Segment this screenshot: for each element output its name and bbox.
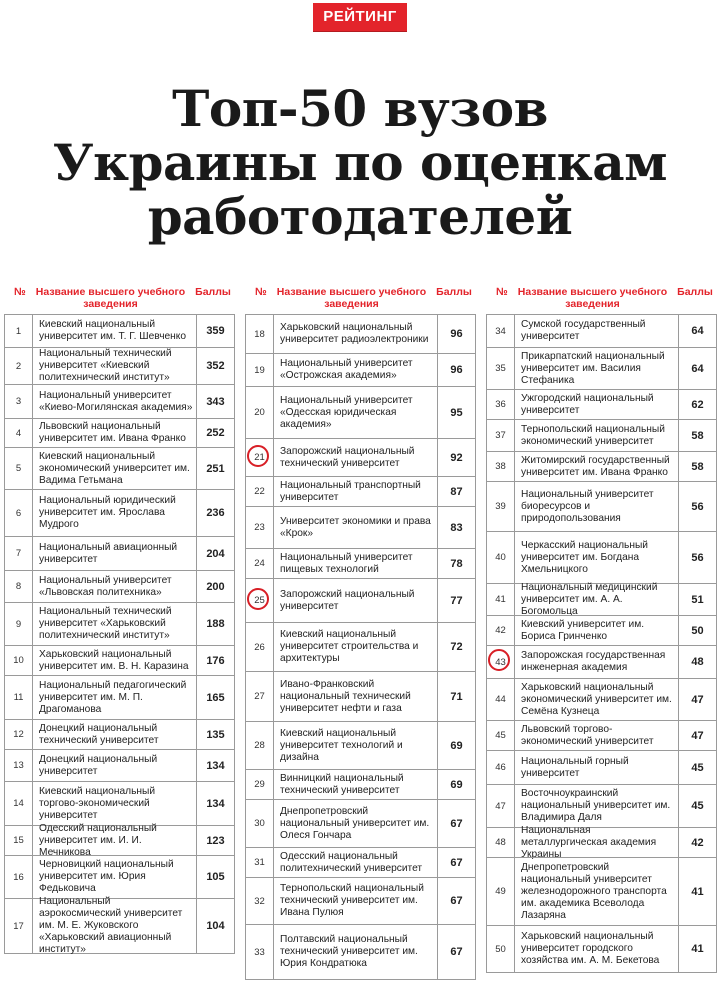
points-value: 47: [678, 721, 716, 750]
university-name: Национальный медицинский университет им. А. А. Богомольца: [521, 581, 658, 617]
rank-number: 7: [5, 537, 33, 570]
rank-number: 36: [487, 390, 515, 419]
points-value: 96: [437, 354, 475, 386]
university-name: Полтавский национальный технический университет им. Юрия Кондратюка: [280, 934, 418, 969]
university-name: Донецкий национальный технический университет: [39, 722, 159, 746]
points-value: 45: [678, 751, 716, 784]
points-value: 58: [678, 452, 716, 481]
university-name: Национальный университет «Киево-Могилянская академия»: [39, 389, 193, 413]
university-name: Киевский национальный экономический университет им. Вадима Гетьмана: [39, 450, 190, 486]
university-name: Донецкий национальный университет: [39, 753, 158, 777]
university-name: Национальный педагогический университет им. М. П. Драгоманова: [39, 679, 187, 715]
table-row: [5, 781, 234, 825]
points-value: 105: [196, 856, 234, 898]
university-name: Национальный университет «Львовская политехника»: [39, 574, 172, 598]
highlight-circle: [247, 588, 269, 610]
university-name: Киевский национальный университет строительства и архитектуры: [280, 629, 419, 664]
column-header: [4, 284, 235, 314]
university-name: Харьковский национальный экономический университет им. Семёна Кузнеца: [521, 681, 672, 717]
university-name: Харьковский национальный университет городского хозяйства им. А. М. Бекетова: [521, 931, 660, 966]
points-value: 251: [196, 448, 234, 489]
points-value: 51: [678, 584, 716, 615]
points-value: 56: [678, 532, 716, 583]
table-row: [487, 720, 716, 750]
rank-number: 19: [246, 354, 274, 386]
university-name: Киевский университет им. Бориса Гринченко: [521, 618, 645, 642]
table-row: [246, 924, 475, 979]
rank-number: 24: [246, 549, 274, 578]
rank-number: 17: [5, 899, 33, 953]
table-row: [246, 476, 475, 506]
table-row: [5, 315, 234, 347]
points-value: 352: [196, 348, 234, 384]
points-value: 42: [678, 828, 716, 857]
table-row: [246, 769, 475, 799]
table-row: [5, 447, 234, 489]
table-row: [487, 925, 716, 972]
university-name: Киевский национальный университет технологий и дизайна: [280, 727, 403, 763]
rank-number: 27: [246, 672, 274, 721]
table-row: [5, 602, 234, 645]
rank-number: 10: [5, 646, 33, 675]
header-num: №: [496, 286, 508, 298]
table-row: [246, 548, 475, 578]
university-name: Тернопольский национальный технический университет им. Ивана Пулюя: [280, 883, 424, 918]
points-value: 96: [437, 315, 475, 353]
university-name: Национальный университет «Острожская академия»: [280, 358, 413, 381]
university-name: Днепропетровский национальный университет железнодорожного транспорта им. академика Всеволода Лазаряна: [521, 861, 667, 921]
header-name: Название высшего учебного заведения: [35, 286, 186, 310]
university-name: Национальный университет пищевых технологий: [280, 551, 413, 575]
points-value: 58: [678, 420, 716, 451]
university-name: Университет экономики и права «Крок»: [280, 515, 431, 539]
points-value: 236: [196, 490, 234, 536]
ranking-table: [486, 314, 717, 973]
rank-number: 5: [5, 448, 33, 489]
table-row: [246, 506, 475, 548]
rank-number: 44: [487, 679, 515, 720]
rank-number: 40: [487, 532, 515, 583]
rank-number: 12: [5, 720, 33, 749]
header-points: Баллы: [677, 286, 713, 298]
points-value: 123: [196, 826, 234, 855]
points-value: 135: [196, 720, 234, 749]
ranking-column-1: [4, 284, 235, 955]
rank-number: 22: [246, 477, 274, 506]
points-value: 47: [678, 679, 716, 720]
rank-number: 18: [246, 315, 274, 353]
university-name: Запорожский национальный технический университет: [280, 445, 415, 469]
rank-number: 30: [246, 800, 274, 847]
rank-number: 47: [487, 785, 515, 827]
points-value: 67: [437, 848, 475, 877]
university-name: Одесский национальный университет им. И. И. Мечникова: [39, 822, 157, 858]
points-value: 134: [196, 750, 234, 781]
university-name: Львовский национальный университет им. Ивана Франко: [39, 421, 186, 444]
university-name: Ужгородский национальный университет: [521, 392, 654, 416]
points-value: 56: [678, 482, 716, 531]
table-row: [246, 315, 475, 353]
points-value: 77: [437, 579, 475, 622]
rank-number: 16: [5, 856, 33, 898]
rank-number: 39: [487, 482, 515, 531]
header-name: Название высшего учебного заведения: [517, 286, 668, 310]
university-name: Запорожский национальный университет: [280, 588, 415, 612]
rank-number: 3: [5, 385, 33, 418]
university-name: Национальный университет «Одесская юридическая академия»: [280, 394, 413, 430]
university-name: Восточноукраинский национальный университет им. Владимира Даля: [521, 788, 671, 823]
table-row: [5, 347, 234, 384]
points-value: 67: [437, 800, 475, 847]
university-name: Запорожская государственная инженерная академия: [521, 650, 666, 673]
university-name: Тернопольский национальный экономический университет: [521, 423, 665, 447]
points-value: 104: [196, 899, 234, 953]
points-value: 64: [678, 348, 716, 389]
table-row: [487, 615, 716, 645]
rank-number: 46: [487, 751, 515, 784]
table-row: [5, 489, 234, 536]
header-name: Название высшего учебного заведения: [276, 286, 427, 310]
rank-number: 50: [487, 926, 515, 972]
points-value: 176: [196, 646, 234, 675]
points-value: 41: [678, 858, 716, 925]
ranking-table: [245, 314, 476, 980]
university-name: Национальный юридический университет им. Ярослава Мудрого: [39, 495, 176, 530]
university-name: Национальный технический университет «Харьковский политехнический институт»: [39, 606, 172, 641]
table-row: [246, 622, 475, 671]
table-row: [5, 749, 234, 781]
university-name: Национальный транспортный университет: [280, 479, 421, 503]
table-row: [246, 799, 475, 847]
ranking-column-3: [486, 284, 717, 966]
ranking-column-2: [245, 284, 476, 969]
highlight-circle: [247, 445, 269, 467]
rank-number: 42: [487, 616, 515, 645]
rank-number: 2: [5, 348, 33, 384]
university-name: Киевский национальный торгово-экономический университет: [39, 785, 156, 821]
university-name: Харьковский национальный университет радиоэлектроники: [280, 322, 429, 345]
points-value: 343: [196, 385, 234, 418]
university-name: Сумской государственный университет: [521, 319, 646, 342]
table-row: [5, 822, 234, 858]
table-row: [487, 531, 716, 583]
university-name: Национальная металлургическая академия Украины: [521, 824, 657, 860]
university-name: Одесский национальный политехнический университет: [280, 850, 423, 874]
university-name: Национальный авиационный университет: [39, 541, 178, 565]
header-num: №: [14, 286, 26, 298]
points-value: 67: [437, 925, 475, 979]
table-row: [246, 671, 475, 721]
points-value: 134: [196, 782, 234, 825]
points-value: 50: [678, 616, 716, 645]
title-line-2: Украины по оценкам: [52, 133, 668, 192]
table-row: [5, 570, 234, 602]
points-value: 92: [437, 439, 475, 476]
points-value: 69: [437, 770, 475, 799]
table-row: [246, 386, 475, 438]
points-value: 48: [678, 646, 716, 678]
table-row: [5, 418, 234, 447]
table-row: [487, 784, 716, 827]
university-name: Киевский национальный университет им. Т. Г. Шевченко: [39, 319, 187, 342]
column-header: [245, 284, 476, 314]
points-value: 165: [196, 676, 234, 719]
table-row: [5, 384, 234, 418]
rank-number: 1: [5, 315, 33, 347]
university-name: Прикарпатский национальный университет им. Василия Стефаника: [521, 350, 665, 386]
page-title: [0, 79, 720, 246]
university-name: Национальный технический университет «Киевский политехнический институт»: [39, 348, 172, 383]
title-line-3: работодателей: [147, 187, 573, 246]
table-row: [487, 645, 716, 678]
points-value: 67: [437, 878, 475, 924]
table-row: [487, 678, 716, 720]
section-badge: РЕЙТИНГ: [313, 3, 407, 31]
university-name: Черкасский национальный университет им. Богдана Хмельницкого: [521, 539, 648, 575]
points-value: 87: [437, 477, 475, 506]
header-num: №: [255, 286, 267, 298]
table-row: [487, 824, 716, 860]
rank-number: 13: [5, 750, 33, 781]
rank-number: 34: [487, 315, 515, 347]
rank-number: 45: [487, 721, 515, 750]
column-header: [486, 284, 717, 314]
table-row: [5, 719, 234, 749]
points-value: 64: [678, 315, 716, 347]
university-name: Винницкий национальный технический университет: [280, 772, 404, 796]
rank-number: 33: [246, 925, 274, 979]
university-name: Львовский торгово-экономический университет: [521, 723, 654, 747]
rank-number: 20: [246, 387, 274, 438]
table-row: [5, 536, 234, 570]
points-value: 72: [437, 623, 475, 671]
rank-number: 43: [487, 646, 515, 678]
rank-number: 32: [246, 878, 274, 924]
table-row: [246, 847, 475, 877]
points-value: 71: [437, 672, 475, 721]
points-value: 188: [196, 603, 234, 645]
rank-number: 21: [246, 439, 274, 476]
table-row: [487, 389, 716, 419]
table-row: [246, 438, 475, 476]
rank-number: 48: [487, 828, 515, 857]
table-row: [487, 347, 716, 389]
table-row: [246, 353, 475, 386]
points-value: 62: [678, 390, 716, 419]
rank-number: 38: [487, 452, 515, 481]
points-value: 200: [196, 571, 234, 602]
table-row: [487, 419, 716, 451]
rank-number: 6: [5, 490, 33, 536]
points-value: 41: [678, 926, 716, 972]
table-row: [5, 645, 234, 675]
table-row: [487, 481, 716, 531]
rank-number: 37: [487, 420, 515, 451]
points-value: 45: [678, 785, 716, 827]
rank-number: 28: [246, 722, 274, 769]
university-name: Национальный аэрокосмический университет им. М. Е. Жуковского «Харьковский авиационный институт»: [39, 896, 183, 955]
highlight-circle: [488, 649, 510, 671]
rank-number: 49: [487, 858, 515, 925]
rank-number: 25: [246, 579, 274, 622]
table-row: [246, 578, 475, 622]
points-value: 69: [437, 722, 475, 769]
table-row: [487, 315, 716, 347]
points-value: 252: [196, 419, 234, 447]
university-name: Черновицкий национальный университет им. Юрия Федьковича: [39, 859, 174, 894]
rank-number: 31: [246, 848, 274, 877]
ranking-table: [4, 314, 235, 954]
university-name: Ивано-Франковский национальный технический университет нефти и газа: [280, 678, 411, 714]
table-row: [487, 583, 716, 615]
table-row: [246, 877, 475, 924]
university-name: Житомирский государственный университет им. Ивана Франко: [521, 454, 670, 478]
table-row: [5, 855, 234, 898]
table-row: [487, 857, 716, 925]
rank-number: 35: [487, 348, 515, 389]
university-name: Харьковский национальный университет им. В. Н. Каразина: [39, 648, 189, 672]
rank-number: 15: [5, 826, 33, 855]
header-points: Баллы: [195, 286, 231, 298]
rank-number: 11: [5, 676, 33, 719]
table-row: [487, 451, 716, 481]
rank-number: 23: [246, 507, 274, 548]
university-name: Днепропетровский национальный университет им. Олеся Гончара: [280, 805, 430, 841]
rank-number: 4: [5, 419, 33, 447]
points-value: 204: [196, 537, 234, 570]
points-value: 359: [196, 315, 234, 347]
rank-number: 8: [5, 571, 33, 602]
table-row: [5, 898, 234, 953]
rank-number: 14: [5, 782, 33, 825]
table-row: [246, 721, 475, 769]
rank-number: 29: [246, 770, 274, 799]
table-row: [487, 750, 716, 784]
points-value: 83: [437, 507, 475, 548]
points-value: 95: [437, 387, 475, 438]
rank-number: 26: [246, 623, 274, 671]
table-row: [5, 675, 234, 719]
rank-number: 41: [487, 584, 515, 615]
title-line-1: Топ-50 вузов: [172, 79, 548, 138]
points-value: 78: [437, 549, 475, 578]
university-name: Национальный университет биоресурсов и природопользования: [521, 488, 654, 524]
university-name: Национальный горный университет: [521, 755, 629, 779]
header-points: Баллы: [436, 286, 472, 298]
rank-number: 9: [5, 603, 33, 645]
